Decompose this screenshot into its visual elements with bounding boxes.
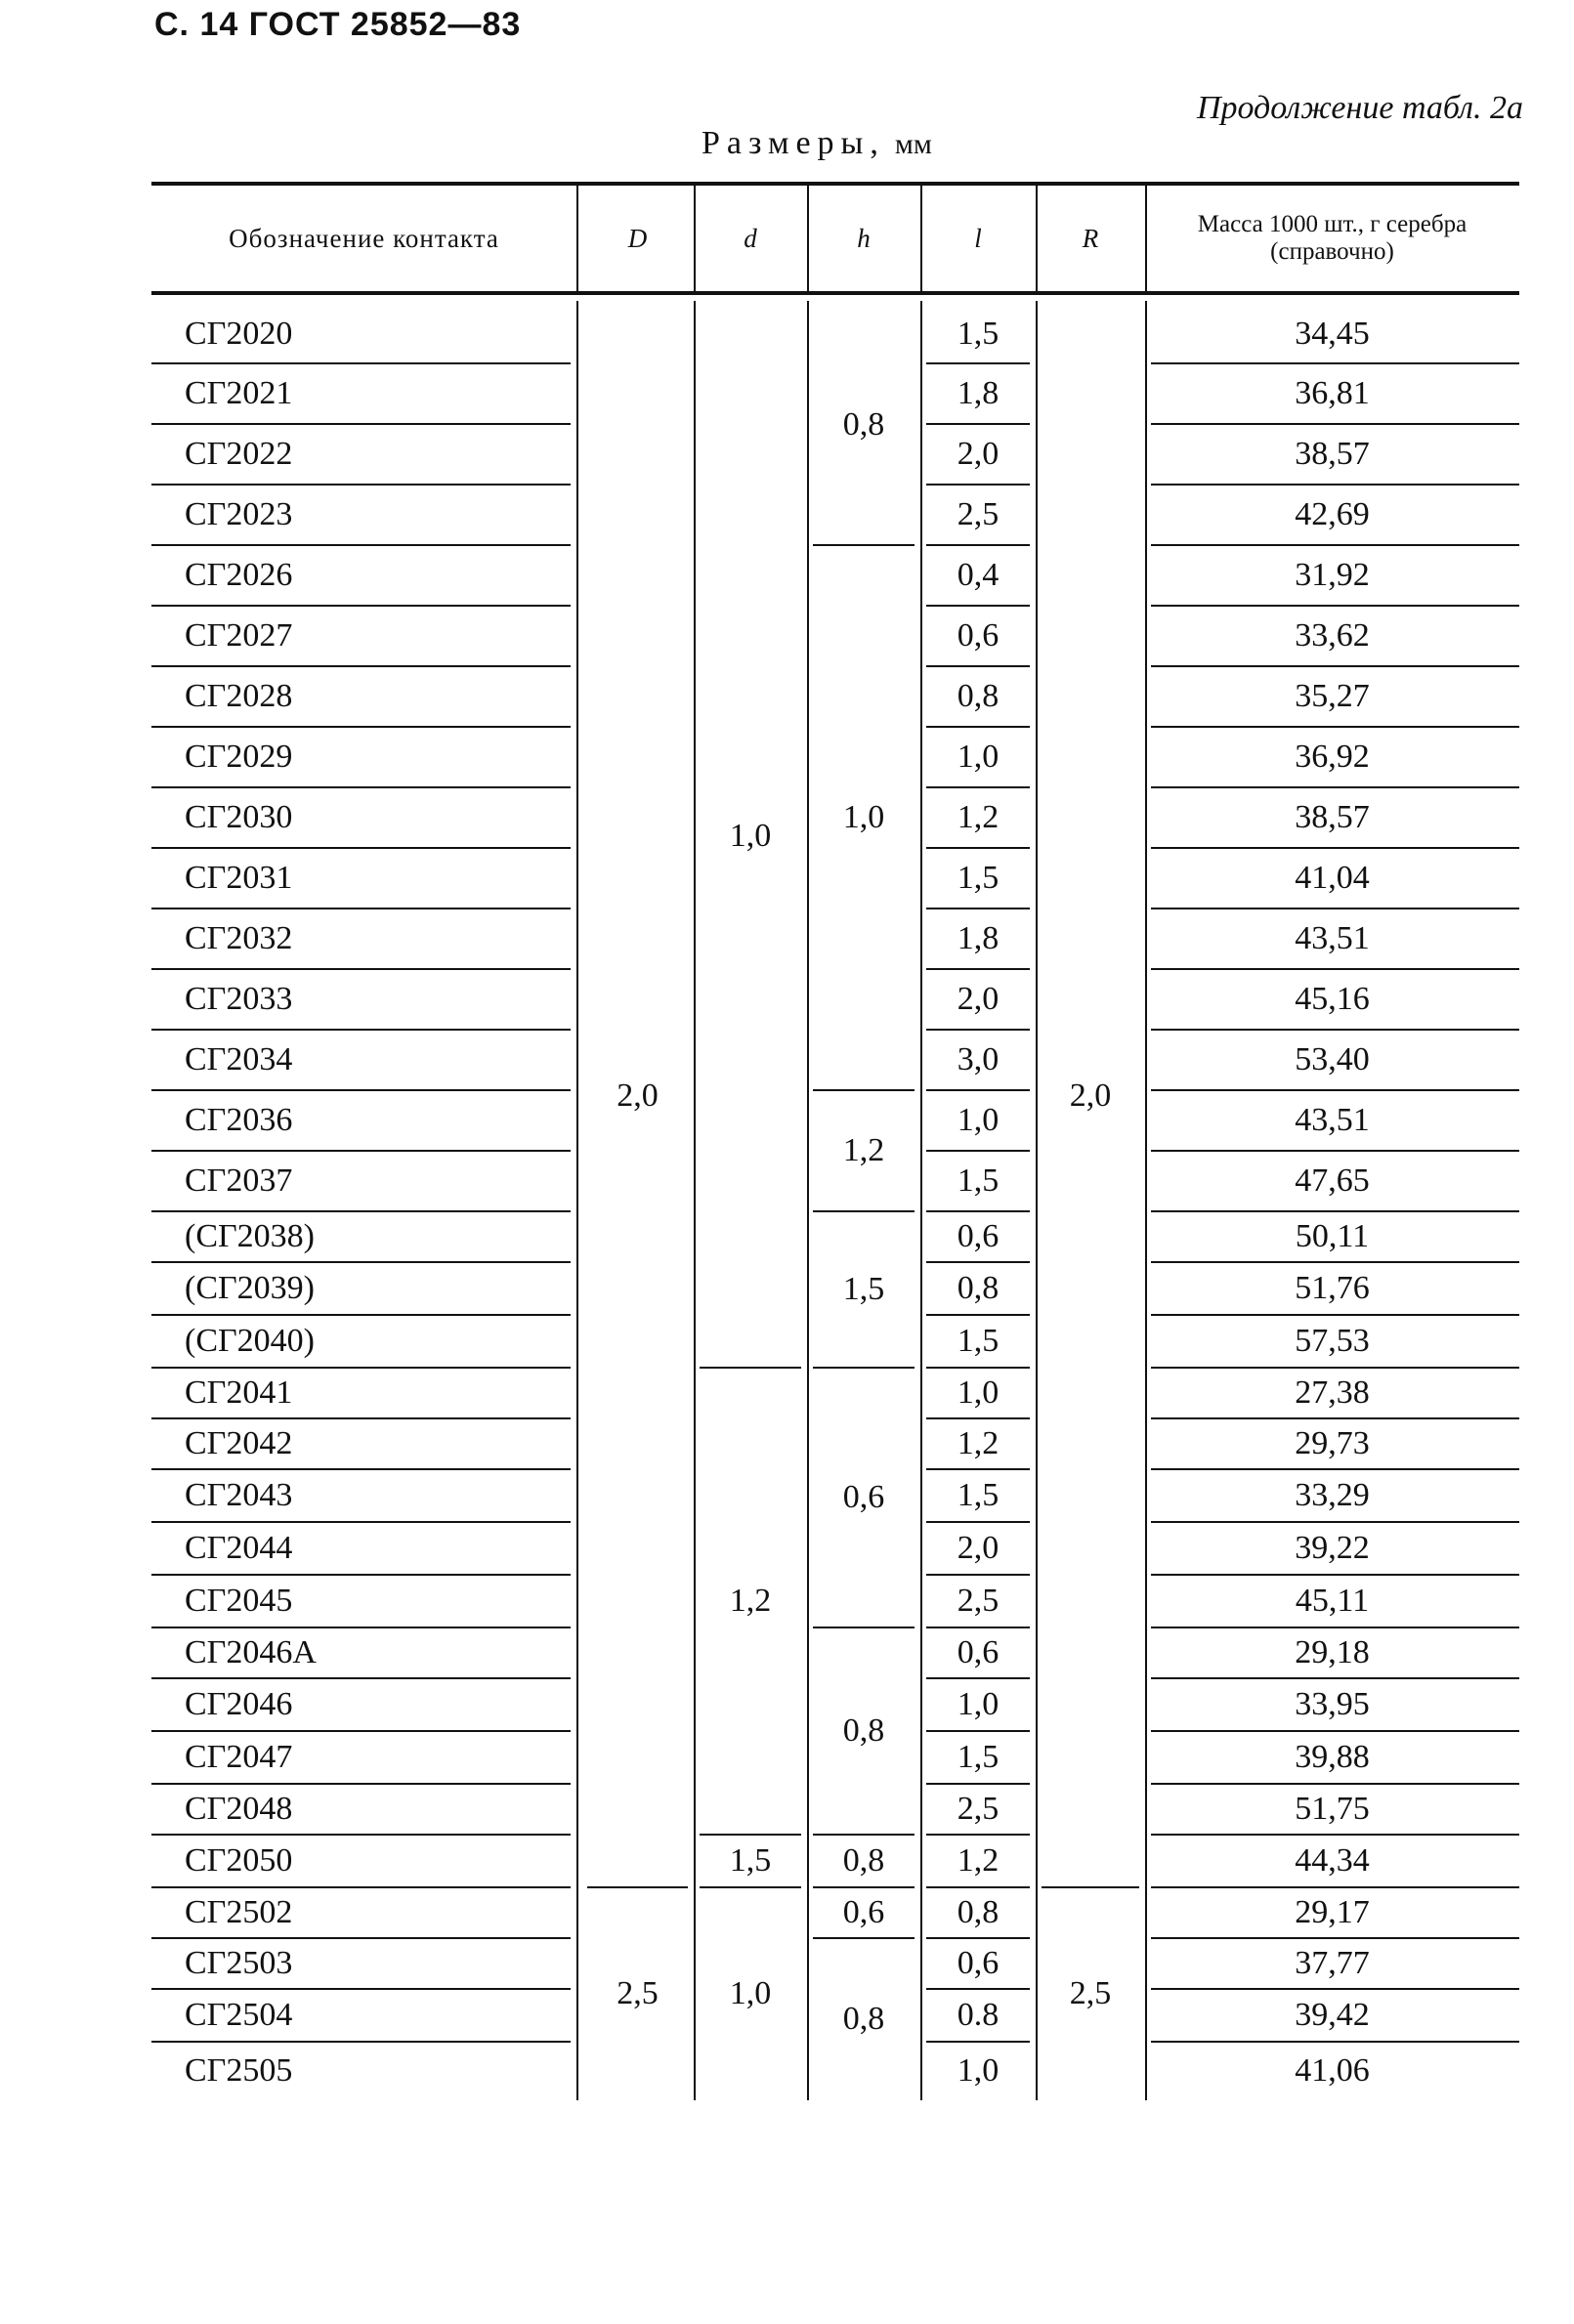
column-header-mass: Масса 1000 шт., г серебра (справочно) — [1197, 211, 1468, 265]
silver-mass-cell: 39,42 — [1295, 1997, 1370, 2033]
contact-name-cell: СГ2037 — [185, 1162, 293, 1199]
dimensions-word: Размеры, — [702, 125, 885, 161]
merged-d-cell: 1,0 — [729, 1975, 772, 2011]
silver-mass-cell: 43,51 — [1295, 920, 1370, 956]
length-l-cell: 1,5 — [957, 1162, 1000, 1199]
silver-mass-cell: 33,29 — [1295, 1477, 1370, 1513]
silver-mass-cell: 37,77 — [1295, 1945, 1370, 1981]
merged-h-cell: 0,6 — [842, 1894, 885, 1930]
contact-name-cell: СГ2022 — [185, 436, 293, 472]
silver-mass-cell: 47,65 — [1295, 1162, 1370, 1199]
length-l-cell: 2,0 — [957, 1530, 1000, 1566]
length-l-cell: 1,2 — [957, 1842, 1000, 1879]
length-l-cell: 0.8 — [957, 1997, 1000, 2033]
contact-name-cell: СГ2042 — [185, 1425, 293, 1461]
contact-name-cell: СГ2021 — [185, 375, 293, 411]
contact-name-cell: СГ2047 — [185, 1739, 293, 1775]
silver-mass-cell: 51,75 — [1295, 1791, 1370, 1827]
merged-h-cell: 0,8 — [842, 2001, 885, 2037]
merged-r-cell: 2,0 — [1069, 1077, 1112, 1114]
contact-name-cell: СГ2027 — [185, 617, 293, 654]
silver-mass-cell: 41,06 — [1295, 2052, 1370, 2089]
column-header-l: l — [974, 223, 982, 253]
merged-r-cell: 2,5 — [1069, 1975, 1112, 2011]
contact-name-cell: СГ2045 — [185, 1583, 293, 1619]
length-l-cell: 1,5 — [957, 1739, 1000, 1775]
length-l-cell: 0,8 — [957, 1270, 1000, 1306]
contact-name-cell: СГ2020 — [185, 316, 293, 352]
silver-mass-cell: 36,81 — [1295, 375, 1370, 411]
length-l-cell: 2,0 — [957, 436, 1000, 472]
merged-h-cell: 1,2 — [842, 1132, 885, 1168]
contact-name-cell: СГ2505 — [185, 2052, 293, 2089]
length-l-cell: 0,8 — [957, 1894, 1000, 1930]
table-top-rule — [151, 182, 1519, 186]
contact-name-cell: СГ2503 — [185, 1945, 293, 1981]
silver-mass-cell: 38,57 — [1295, 436, 1370, 472]
silver-mass-cell: 38,57 — [1295, 799, 1370, 835]
contact-name-cell: СГ2046А — [185, 1634, 317, 1670]
length-l-cell: 1,5 — [957, 316, 1000, 352]
contact-name-cell: (СГ2038) — [185, 1218, 315, 1254]
silver-mass-cell: 35,27 — [1295, 678, 1370, 714]
silver-mass-cell: 41,04 — [1295, 860, 1370, 896]
length-l-cell: 0,6 — [957, 1634, 1000, 1670]
contact-name-cell: СГ2031 — [185, 860, 293, 896]
length-l-cell: 1,2 — [957, 799, 1000, 835]
contact-name-cell: СГ2041 — [185, 1374, 293, 1411]
silver-mass-cell: 51,76 — [1295, 1270, 1370, 1306]
length-l-cell: 1,8 — [957, 375, 1000, 411]
silver-mass-cell: 50,11 — [1295, 1218, 1370, 1254]
silver-mass-cell: 53,40 — [1295, 1041, 1370, 1077]
length-l-cell: 2,5 — [957, 1583, 1000, 1619]
contact-name-cell: (СГ2039) — [185, 1270, 315, 1306]
silver-mass-cell: 29,17 — [1295, 1894, 1370, 1930]
silver-mass-cell: 45,16 — [1295, 981, 1370, 1017]
length-l-cell: 0,6 — [957, 1218, 1000, 1254]
silver-mass-cell: 45,11 — [1295, 1583, 1370, 1619]
length-l-cell: 1,5 — [957, 860, 1000, 896]
header-column-divider — [576, 186, 578, 291]
column-header-d: d — [744, 223, 757, 253]
contact-name-cell: СГ2030 — [185, 799, 293, 835]
silver-mass-cell: 27,38 — [1295, 1374, 1370, 1411]
contact-name-cell: СГ2023 — [185, 496, 293, 532]
merged-d-cell: 2,5 — [617, 1975, 659, 2011]
length-l-cell: 1,0 — [957, 2052, 1000, 2089]
merged-h-cell: 0,6 — [842, 1479, 885, 1515]
length-l-cell: 1,0 — [957, 739, 1000, 775]
length-l-cell: 2,5 — [957, 496, 1000, 532]
merged-h-cell: 0,8 — [842, 1712, 885, 1749]
silver-mass-cell: 43,51 — [1295, 1102, 1370, 1138]
merged-d-cell: 2,0 — [617, 1077, 659, 1114]
silver-mass-cell: 34,45 — [1295, 316, 1370, 352]
contact-name-cell: СГ2036 — [185, 1102, 293, 1138]
merged-h-cell: 1,5 — [842, 1271, 885, 1307]
length-l-cell: 0,8 — [957, 678, 1000, 714]
contact-name-cell: (СГ2040) — [185, 1323, 315, 1359]
contact-name-cell: СГ2034 — [185, 1041, 293, 1077]
merged-d-cell: 1,5 — [729, 1842, 772, 1879]
merged-h-cell: 1,0 — [842, 799, 885, 835]
contact-name-cell: СГ2043 — [185, 1477, 293, 1513]
merged-h-cell: 0,8 — [842, 1842, 885, 1879]
merged-h-cell: 0,8 — [842, 406, 885, 443]
column-header-r: R — [1082, 223, 1099, 253]
contact-name-cell: СГ2048 — [185, 1791, 293, 1827]
length-l-cell: 1,0 — [957, 1686, 1000, 1722]
length-l-cell: 1,0 — [957, 1102, 1000, 1138]
contact-name-cell: СГ2032 — [185, 920, 293, 956]
contact-name-cell: СГ2026 — [185, 557, 293, 593]
table-continuation-label: Продолжение табл. 2а — [1196, 90, 1523, 126]
silver-mass-cell: 31,92 — [1295, 557, 1370, 593]
length-l-cell: 0,6 — [957, 617, 1000, 654]
length-l-cell: 0,4 — [957, 557, 1000, 593]
silver-mass-cell: 33,62 — [1295, 617, 1370, 654]
length-l-cell: 1,5 — [957, 1323, 1000, 1359]
silver-mass-cell: 44,34 — [1295, 1842, 1370, 1879]
contact-name-cell: СГ2046 — [185, 1686, 293, 1722]
length-l-cell: 1,2 — [957, 1425, 1000, 1461]
column-header-name: Обозначение контакта — [229, 223, 499, 253]
header-bottom-rule — [151, 291, 1519, 295]
contact-name-cell: СГ2050 — [185, 1842, 293, 1879]
page-header: С. 14 ГОСТ 25852—83 — [154, 6, 522, 43]
length-l-cell: 1,8 — [957, 920, 1000, 956]
body-column-divider — [576, 301, 578, 2100]
silver-mass-cell: 57,53 — [1295, 1323, 1370, 1359]
contact-name-cell: СГ2033 — [185, 981, 293, 1017]
silver-mass-cell: 33,95 — [1295, 1686, 1370, 1722]
merged-d-cell: 1,0 — [729, 818, 772, 854]
contact-name-cell: СГ2502 — [185, 1894, 293, 1930]
column-header-h: h — [857, 223, 871, 253]
length-l-cell: 1,0 — [957, 1374, 1000, 1411]
silver-mass-cell: 42,69 — [1295, 496, 1370, 532]
length-l-cell: 1,5 — [957, 1477, 1000, 1513]
silver-mass-cell: 29,18 — [1295, 1634, 1370, 1670]
contact-name-cell: СГ2029 — [185, 739, 293, 775]
silver-mass-cell: 39,22 — [1295, 1530, 1370, 1566]
dimensions-unit: мм — [894, 128, 932, 160]
contact-name-cell: СГ2044 — [185, 1530, 293, 1566]
length-l-cell: 2,5 — [957, 1791, 1000, 1827]
length-l-cell: 0,6 — [957, 1945, 1000, 1981]
length-l-cell: 3,0 — [957, 1041, 1000, 1077]
contact-name-cell: СГ2504 — [185, 1997, 293, 2033]
silver-mass-cell: 29,73 — [1295, 1425, 1370, 1461]
merged-d-cell: 1,2 — [729, 1583, 772, 1619]
column-header-d: D — [627, 223, 648, 253]
silver-mass-cell: 39,88 — [1295, 1739, 1370, 1775]
silver-mass-cell: 36,92 — [1295, 739, 1370, 775]
length-l-cell: 2,0 — [957, 981, 1000, 1017]
contact-name-cell: СГ2028 — [185, 678, 293, 714]
